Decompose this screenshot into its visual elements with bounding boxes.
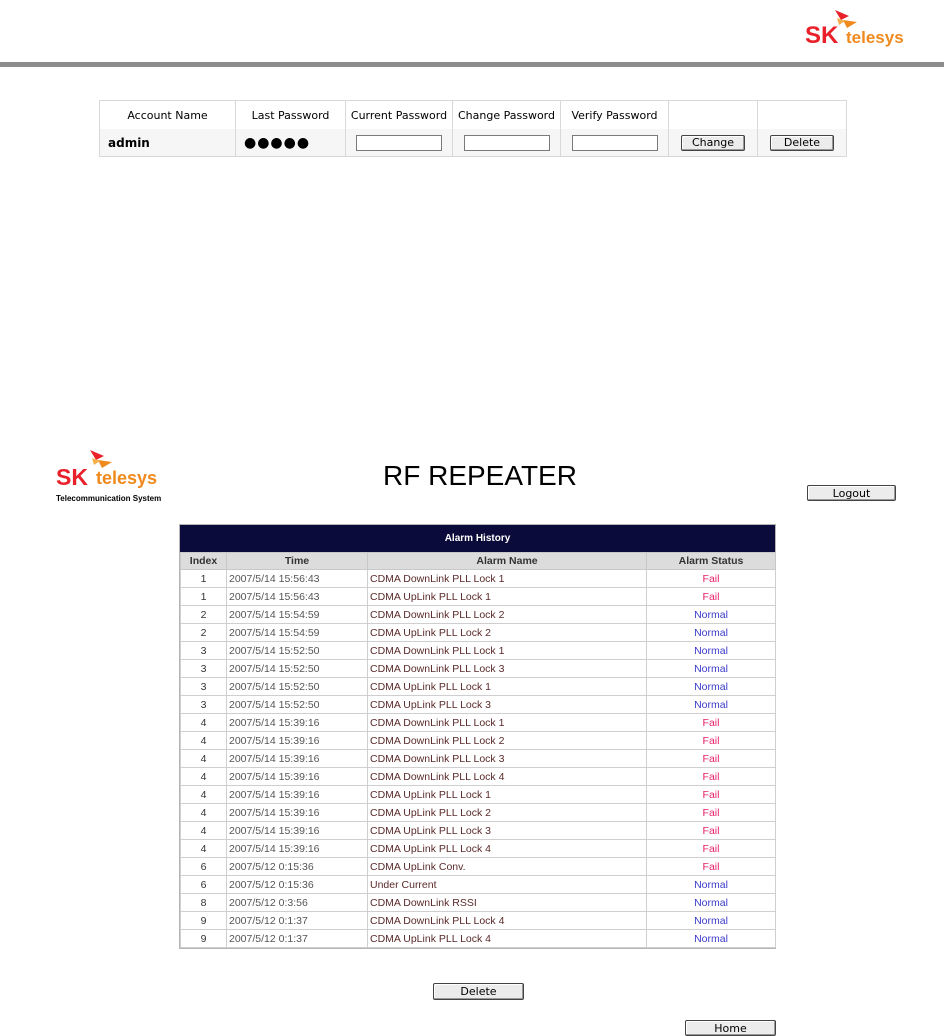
alarm-status: Fail bbox=[647, 804, 776, 822]
alarm-time: 2007/5/14 15:54:59 bbox=[227, 606, 368, 624]
alarm-index: 4 bbox=[181, 714, 227, 732]
delete-button-cell bbox=[758, 129, 846, 156]
col-alarm-status: Alarm Status bbox=[647, 553, 776, 570]
alarm-row bbox=[181, 714, 776, 732]
change-password-input[interactable] bbox=[464, 135, 550, 151]
alarm-name: CDMA DownLink PLL Lock 3 bbox=[368, 660, 647, 678]
repeater-logo-telesys: telesys bbox=[96, 468, 158, 488]
alarm-name: CDMA UpLink PLL Lock 3 bbox=[368, 696, 647, 714]
alarm-name: CDMA DownLink PLL Lock 2 bbox=[368, 606, 647, 624]
rf-repeater-page bbox=[48, 446, 906, 1034]
alarm-row bbox=[181, 606, 776, 624]
alarm-row bbox=[181, 624, 776, 642]
alarm-status: Normal bbox=[647, 930, 776, 948]
alarm-row bbox=[181, 750, 776, 768]
alarm-index: 8 bbox=[181, 894, 227, 912]
alarm-index: 4 bbox=[181, 768, 227, 786]
account-row bbox=[100, 129, 846, 156]
alarm-status: Normal bbox=[647, 912, 776, 930]
col-alarm-name: Alarm Name bbox=[368, 553, 647, 570]
alarm-time: 2007/5/14 15:39:16 bbox=[227, 822, 368, 840]
alarm-history-table bbox=[180, 552, 776, 948]
account-table-header bbox=[100, 101, 846, 130]
alarm-status: Normal bbox=[647, 894, 776, 912]
alarm-status: Normal bbox=[647, 876, 776, 894]
alarm-time: 2007/5/14 15:52:50 bbox=[227, 678, 368, 696]
col-change-action bbox=[669, 101, 758, 129]
alarm-status: Fail bbox=[647, 822, 776, 840]
current-password-cell bbox=[346, 129, 453, 156]
alarm-time: 2007/5/12 0:15:36 bbox=[227, 858, 368, 876]
alarm-name: CDMA UpLink PLL Lock 1 bbox=[368, 588, 647, 606]
alarm-index: 2 bbox=[181, 624, 227, 642]
account-name: admin bbox=[108, 135, 150, 150]
alarm-time: 2007/5/14 15:56:43 bbox=[227, 570, 368, 588]
logo-sk-text: SK bbox=[805, 22, 839, 49]
alarm-status: Fail bbox=[647, 570, 776, 588]
alarm-time: 2007/5/12 0:15:36 bbox=[227, 876, 368, 894]
alarm-time: 2007/5/14 15:39:16 bbox=[227, 840, 368, 858]
alarm-header-row bbox=[181, 553, 776, 570]
alarm-time: 2007/5/14 15:39:16 bbox=[227, 750, 368, 768]
alarm-name: CDMA UpLink PLL Lock 4 bbox=[368, 930, 647, 948]
change-button-cell bbox=[669, 129, 758, 156]
alarm-row bbox=[181, 768, 776, 786]
alarm-time: 2007/5/14 15:39:16 bbox=[227, 714, 368, 732]
alarm-status: Normal bbox=[647, 678, 776, 696]
alarm-index: 4 bbox=[181, 840, 227, 858]
alarm-time: 2007/5/12 0:3:56 bbox=[227, 894, 368, 912]
home-button[interactable]: Home bbox=[685, 1020, 776, 1036]
current-password-input[interactable] bbox=[356, 135, 442, 151]
alarm-rows bbox=[181, 570, 776, 948]
alarm-index: 3 bbox=[181, 696, 227, 714]
alarm-status: Normal bbox=[647, 642, 776, 660]
alarm-status: Fail bbox=[647, 858, 776, 876]
verify-password-cell bbox=[561, 129, 669, 156]
alarm-name: CDMA UpLink PLL Lock 2 bbox=[368, 624, 647, 642]
alarm-index: 1 bbox=[181, 570, 227, 588]
alarm-status: Normal bbox=[647, 660, 776, 678]
alarm-index: 1 bbox=[181, 588, 227, 606]
alarm-index: 6 bbox=[181, 858, 227, 876]
col-index: Index bbox=[181, 553, 227, 570]
alarm-name: CDMA UpLink PLL Lock 4 bbox=[368, 840, 647, 858]
alarm-index: 3 bbox=[181, 660, 227, 678]
account-name-cell bbox=[100, 129, 236, 156]
alarm-index: 4 bbox=[181, 786, 227, 804]
col-current-password: Current Password bbox=[346, 101, 453, 129]
logo-telesys-text: telesys bbox=[846, 28, 904, 47]
alarm-status: Fail bbox=[647, 588, 776, 606]
alarm-time: 2007/5/12 0:1:37 bbox=[227, 912, 368, 930]
alarm-row bbox=[181, 840, 776, 858]
alarm-name: Under Current bbox=[368, 876, 647, 894]
alarm-name: CDMA DownLink PLL Lock 4 bbox=[368, 768, 647, 786]
alarm-name: CDMA DownLink PLL Lock 1 bbox=[368, 642, 647, 660]
alarm-index: 4 bbox=[181, 804, 227, 822]
alarm-index: 3 bbox=[181, 642, 227, 660]
alarm-row bbox=[181, 732, 776, 750]
alarm-name: CDMA DownLink PLL Lock 2 bbox=[368, 732, 647, 750]
alarm-status: Fail bbox=[647, 768, 776, 786]
alarm-row bbox=[181, 660, 776, 678]
alarm-status: Fail bbox=[647, 840, 776, 858]
alarm-status: Fail bbox=[647, 732, 776, 750]
alarm-status: Fail bbox=[647, 714, 776, 732]
alarm-name: CDMA DownLink PLL Lock 1 bbox=[368, 570, 647, 588]
repeater-logo-tagline: Telecommunication System bbox=[56, 494, 162, 503]
alarm-time: 2007/5/14 15:39:16 bbox=[227, 786, 368, 804]
alarm-status: Fail bbox=[647, 786, 776, 804]
alarm-index: 4 bbox=[181, 750, 227, 768]
col-last-password: Last Password bbox=[236, 101, 346, 129]
alarm-name: CDMA UpLink PLL Lock 2 bbox=[368, 804, 647, 822]
alarm-name: CDMA DownLink RSSI bbox=[368, 894, 647, 912]
change-button[interactable]: Change bbox=[681, 135, 745, 151]
alarm-name: CDMA UpLink Conv. bbox=[368, 858, 647, 876]
alarm-row bbox=[181, 930, 776, 948]
alarm-row bbox=[181, 912, 776, 930]
alarm-index: 4 bbox=[181, 732, 227, 750]
alarm-row bbox=[181, 786, 776, 804]
alarm-time: 2007/5/14 15:52:50 bbox=[227, 696, 368, 714]
alarm-name: CDMA DownLink PLL Lock 3 bbox=[368, 750, 647, 768]
alarm-row bbox=[181, 678, 776, 696]
alarm-time: 2007/5/12 0:1:37 bbox=[227, 930, 368, 948]
alarm-name: CDMA UpLink PLL Lock 1 bbox=[368, 678, 647, 696]
alarm-time: 2007/5/14 15:39:16 bbox=[227, 804, 368, 822]
delete-account-button[interactable]: Delete bbox=[770, 135, 834, 151]
alarm-row bbox=[181, 894, 776, 912]
alarm-time: 2007/5/14 15:52:50 bbox=[227, 660, 368, 678]
last-password-cell bbox=[236, 129, 346, 156]
alarm-time: 2007/5/14 15:52:50 bbox=[227, 642, 368, 660]
alarm-index: 4 bbox=[181, 822, 227, 840]
alarm-row bbox=[181, 588, 776, 606]
change-password-cell bbox=[453, 129, 561, 156]
col-verify-password: Verify Password bbox=[561, 101, 669, 129]
repeater-logo bbox=[56, 448, 216, 508]
alarm-status: Normal bbox=[647, 606, 776, 624]
alarm-index: 9 bbox=[181, 930, 227, 948]
alarm-index: 3 bbox=[181, 678, 227, 696]
alarm-status: Fail bbox=[647, 750, 776, 768]
alarm-status: Normal bbox=[647, 696, 776, 714]
alarm-row bbox=[181, 570, 776, 588]
alarm-row bbox=[181, 822, 776, 840]
alarm-time: 2007/5/14 15:39:16 bbox=[227, 768, 368, 786]
account-table bbox=[99, 100, 847, 157]
sk-telesys-logo bbox=[805, 6, 923, 50]
alarm-row bbox=[181, 642, 776, 660]
alarm-name: CDMA DownLink PLL Lock 1 bbox=[368, 714, 647, 732]
alarm-name: CDMA UpLink PLL Lock 1 bbox=[368, 786, 647, 804]
repeater-logo-sk: SK bbox=[56, 464, 88, 490]
col-account-name: Account Name bbox=[100, 101, 236, 129]
alarm-row bbox=[181, 696, 776, 714]
alarm-index: 2 bbox=[181, 606, 227, 624]
alarm-time: 2007/5/14 15:54:59 bbox=[227, 624, 368, 642]
col-time: Time bbox=[227, 553, 368, 570]
header-divider bbox=[0, 62, 944, 67]
alarm-index: 6 bbox=[181, 876, 227, 894]
alarm-name: CDMA DownLink PLL Lock 4 bbox=[368, 912, 647, 930]
alarm-history-title: Alarm History bbox=[180, 525, 775, 552]
alarm-history-panel bbox=[179, 524, 776, 949]
alarm-name: CDMA UpLink PLL Lock 3 bbox=[368, 822, 647, 840]
logout-button[interactable]: Logout bbox=[807, 485, 896, 501]
page-title: RF REPEATER bbox=[383, 460, 577, 491]
alarm-row bbox=[181, 804, 776, 822]
verify-password-input[interactable] bbox=[572, 135, 658, 151]
last-password-value: ●●●●● bbox=[244, 134, 311, 151]
col-change-password: Change Password bbox=[453, 101, 561, 129]
alarm-time: 2007/5/14 15:56:43 bbox=[227, 588, 368, 606]
alarm-status: Normal bbox=[647, 624, 776, 642]
delete-alarms-button[interactable]: Delete bbox=[433, 983, 524, 1000]
col-delete-action bbox=[758, 101, 846, 129]
alarm-row bbox=[181, 858, 776, 876]
alarm-row bbox=[181, 876, 776, 894]
alarm-index: 9 bbox=[181, 912, 227, 930]
alarm-time: 2007/5/14 15:39:16 bbox=[227, 732, 368, 750]
